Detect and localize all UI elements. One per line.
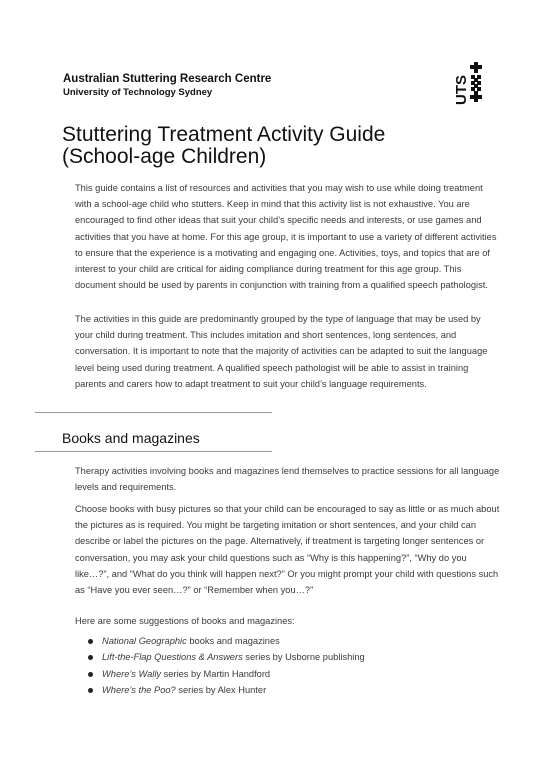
list-item: [75, 649, 365, 665]
intro-paragraph-1: This guide contains a list of resources and activities that you may wish to use while doing treatment with a school-age child who stutters. Keep in mind that this activity list is not exhaustive. You are encouraged to find other ideas that suit your child’s specific needs and interests, or use games and activities that you have at home. For this age group, it is important to use a variety of different activities to ensure that the experience is a motivating and engaging one. Activities, toys, and topics that are of interest to your child are critical for aiding compliance during treatment for this age group. This document should be used by parents in conjunction with training from a qualified speech pathologist.: [75, 183, 497, 291]
book-detail: series by Alex Hunter: [175, 685, 267, 696]
bullet-icon: [88, 639, 93, 644]
page-title: [62, 124, 385, 168]
uts-logo-icon: [452, 60, 486, 105]
suggestions-intro: Here are some suggestions of books and magazines:: [75, 616, 295, 626]
book-detail: series by Usborne publishing: [242, 652, 365, 663]
header-organization: Australian Stuttering Research Centre: [63, 73, 272, 85]
header-university: University of Technology Sydney: [63, 87, 213, 98]
list-item: [75, 666, 365, 682]
logo-text: UTS: [453, 75, 470, 105]
books-paragraph-2: Choose books with busy pictures so that your child can be encouraged to say as little or as much about the pictures as is required. You might be targeting imitation or short sentences, and your child can describe or label the pictures on the page. Alternatively, if treatment is targeting longer sentences or conversation, you may ask your child questions such as “Why is this happening?”, “Why do you like…?”, and “What do you think will happen next?” Or you might prompt your child with questions such as “Have you ever seen…?” or “Remember when you…?”: [75, 504, 500, 596]
book-title: Lift-the-Flap Questions & Answers: [102, 652, 243, 663]
book-detail: books and magazines: [186, 636, 280, 646]
book-title: Where’s the Poo?: [102, 685, 176, 696]
bullet-icon: [88, 655, 93, 660]
books-paragraph-1: Therapy activities involving books and magazines lend themselves to practice sessions for all language levels and requirements.: [75, 466, 500, 493]
section-divider-bottom: [35, 451, 272, 452]
suggestions-list: [75, 633, 365, 699]
book-detail: series by Martin Handford: [161, 668, 271, 679]
list-item: [75, 633, 365, 649]
bullet-icon: [88, 672, 93, 677]
section-divider-top: [35, 412, 272, 413]
intro-paragraph-2: The activities in this guide are predominantly grouped by the type of language that may be used by your child during treatment. This includes imitation and short sentences, long sentences, and conversation. It is important to note that the majority of activities can be adapted to suit the language level being used during treatment. A qualified speech pathologist will be able to assist in training parents and carers how to adapt treatment to suit your child’s language requirements.: [75, 314, 488, 389]
title-line-1: Stuttering Treatment Activity Guide: [62, 123, 386, 146]
title-line-2: (School-age Children): [62, 145, 267, 168]
list-item: [75, 682, 365, 698]
bullet-icon: [88, 688, 93, 693]
section-heading-books: Books and magazines: [62, 430, 200, 446]
book-title: National Geographic: [102, 636, 187, 646]
book-title: Where’s Wally: [102, 668, 162, 679]
